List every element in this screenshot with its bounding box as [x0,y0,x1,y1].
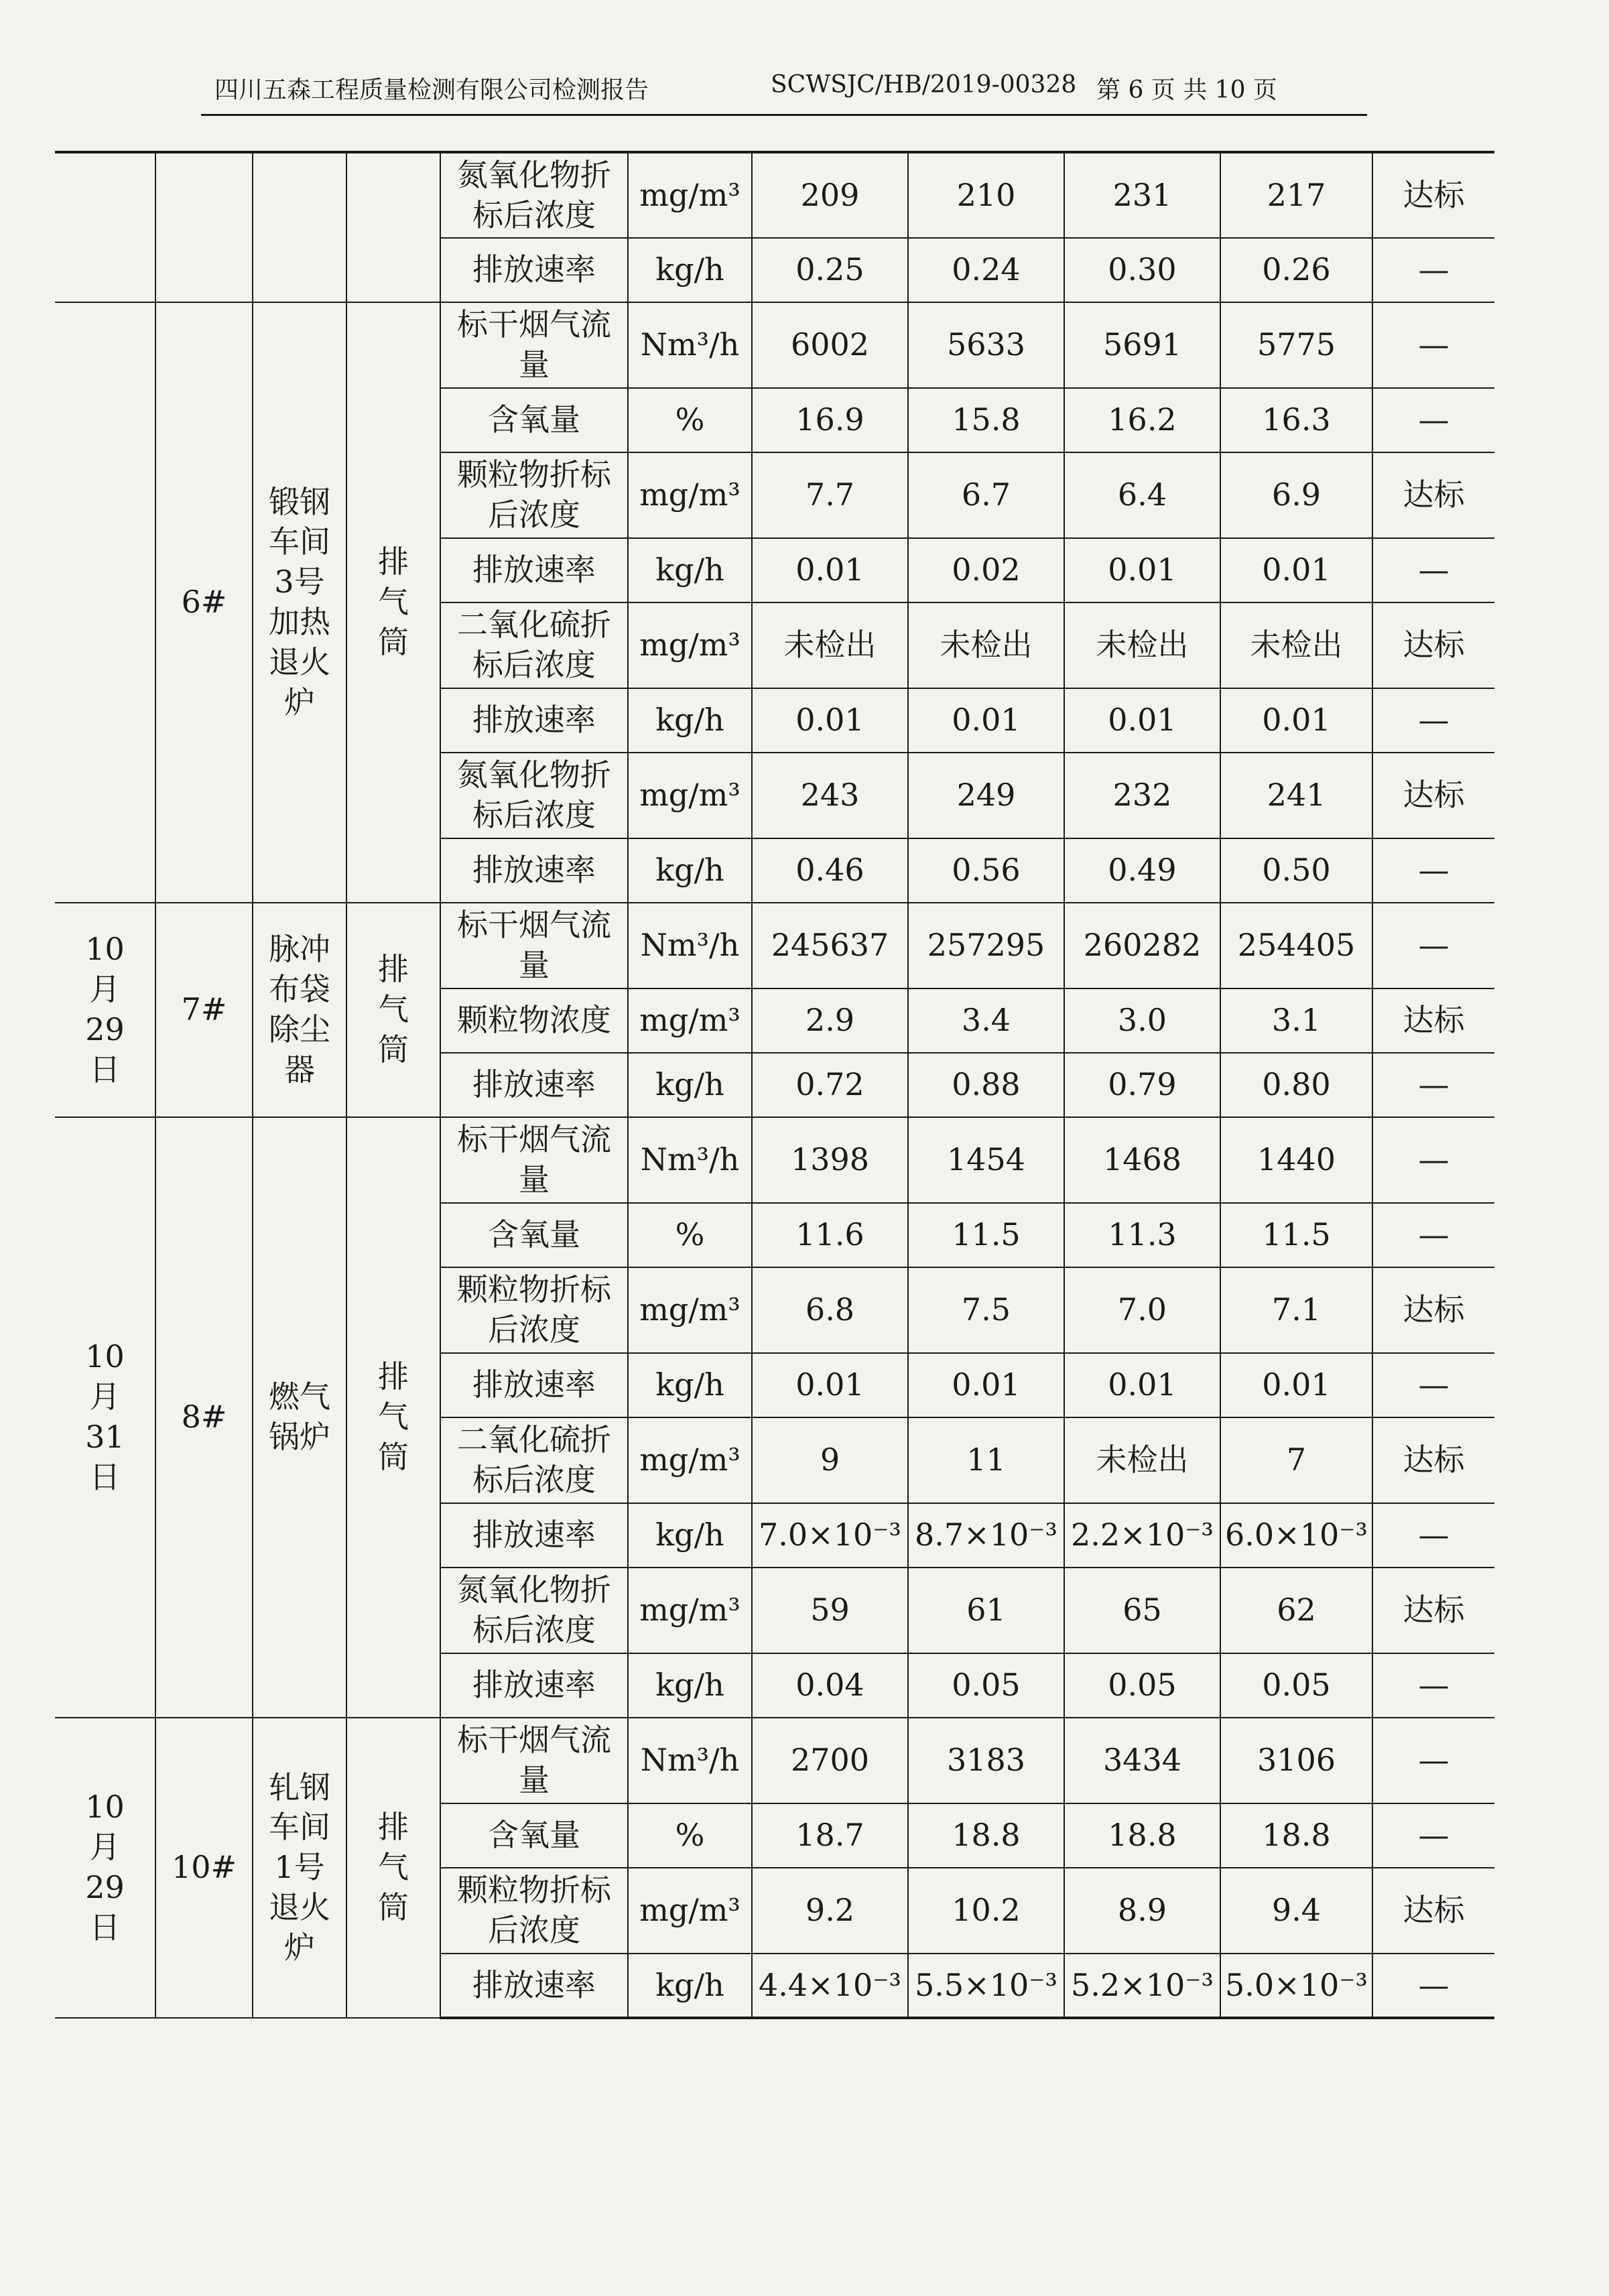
compliance-result-cell: — [1372,903,1494,988]
measured-value-cell: 0.01 [752,688,908,753]
unit-cell: Nm³/h [628,903,752,988]
measured-value-cell: 2700 [752,1718,908,1803]
measured-value-cell: 5.2×10⁻³ [1064,1954,1220,2018]
test-item-cell: 含氧量 [440,388,628,452]
sample-date-cell: 10 月 29 日 [55,903,155,1117]
average-value-cell: 7 [1220,1417,1372,1503]
measured-value-cell: 7.0×10⁻³ [752,1503,908,1568]
average-value-cell: 6.0×10⁻³ [1220,1503,1372,1568]
unit-cell: kg/h [628,688,752,753]
unit-cell: Nm³/h [628,1718,752,1803]
measured-value-cell: 0.24 [908,238,1064,302]
outlet-type-cell: 排气筒 [346,302,440,903]
measured-value-cell: 11.5 [908,1203,1064,1267]
measured-value-cell: 未检出 [908,602,1064,688]
unit-cell: mg/m³ [628,152,752,238]
unit-cell: kg/h [628,238,752,302]
test-item-cell: 二氧化硫折 标后浓度 [440,602,628,688]
measured-value-cell: 8.9 [1064,1868,1220,1954]
average-value-cell: 217 [1220,152,1372,238]
average-value-cell: 1440 [1220,1117,1372,1203]
source-name-cell [253,152,346,302]
average-value-cell: 0.01 [1220,1353,1372,1417]
measured-value-cell: 6.4 [1064,452,1220,538]
compliance-result-cell: — [1372,1053,1494,1117]
test-item-cell: 排放速率 [440,538,628,602]
measured-value-cell: 260282 [1064,903,1220,988]
compliance-result-cell: 达标 [1372,1267,1494,1353]
measured-value-cell: 5691 [1064,302,1220,388]
measured-value-cell: 0.72 [752,1053,908,1117]
test-item-cell: 排放速率 [440,238,628,302]
test-item-cell: 排放速率 [440,838,628,903]
measured-value-cell: 16.2 [1064,388,1220,452]
compliance-result-cell: — [1372,1954,1494,2018]
unit-cell: % [628,1203,752,1267]
source-name-cell: 脉冲布袋除尘器 [253,903,346,1117]
stack-number-cell: 7# [155,903,253,1117]
measured-value-cell: 3.4 [908,988,1064,1053]
measured-value-cell: 2.9 [752,988,908,1053]
unit-cell: mg/m³ [628,602,752,688]
measured-value-cell: 9.2 [752,1868,908,1954]
average-value-cell: 0.50 [1220,838,1372,903]
compliance-result-cell: 达标 [1372,753,1494,838]
compliance-result-cell: — [1372,538,1494,602]
compliance-result-cell: — [1372,838,1494,903]
measured-value-cell: 5633 [908,302,1064,388]
measured-value-cell: 6.8 [752,1267,908,1353]
stack-number-cell: 10# [155,1718,253,2018]
measured-value-cell: 0.02 [908,538,1064,602]
measured-value-cell: 6.7 [908,452,1064,538]
sample-date-cell [55,152,155,302]
compliance-result-cell: — [1372,688,1494,753]
test-item-cell: 排放速率 [440,1053,628,1117]
measured-value-cell: 1468 [1064,1117,1220,1203]
sample-date-cell [55,302,155,903]
unit-cell: mg/m³ [628,452,752,538]
measured-value-cell: 59 [752,1568,908,1653]
test-item-cell: 氮氧化物折 标后浓度 [440,1568,628,1653]
average-value-cell: 11.5 [1220,1203,1372,1267]
measured-value-cell: 3434 [1064,1718,1220,1803]
outlet-type-cell: 排气筒 [346,1718,440,2018]
compliance-result-cell: — [1372,388,1494,452]
average-value-cell: 未检出 [1220,602,1372,688]
page-indicator: 第 6 页 共 10 页 [1096,76,1277,104]
unit-cell: mg/m³ [628,1868,752,1954]
average-value-cell: 0.26 [1220,238,1372,302]
test-item-cell: 二氧化硫折 标后浓度 [440,1417,628,1503]
measured-value-cell: 未检出 [1064,602,1220,688]
average-value-cell: 16.3 [1220,388,1372,452]
unit-cell: kg/h [628,1653,752,1718]
measured-value-cell: 0.25 [752,238,908,302]
average-value-cell: 9.4 [1220,1868,1372,1954]
measured-value-cell: 7.0 [1064,1267,1220,1353]
measured-value-cell: 4.4×10⁻³ [752,1954,908,2018]
test-item-cell: 氮氧化物折 标后浓度 [440,152,628,238]
unit-cell: mg/m³ [628,1568,752,1653]
measured-value-cell: 18.7 [752,1803,908,1868]
test-item-cell: 标干烟气流 量 [440,1117,628,1203]
measured-value-cell: 0.01 [1064,688,1220,753]
compliance-result-cell: — [1372,1203,1494,1267]
stack-number-cell: 6# [155,302,253,903]
average-value-cell: 5775 [1220,302,1372,388]
test-item-cell: 排放速率 [440,1503,628,1568]
outlet-type-cell: 排气筒 [346,903,440,1117]
stack-number-cell: 8# [155,1117,253,1718]
sample-date-cell: 10 月 31 日 [55,1117,155,1718]
unit-cell: mg/m³ [628,988,752,1053]
measured-value-cell: 11.6 [752,1203,908,1267]
source-name-cell: 轧钢车间1号退火炉 [253,1718,346,2018]
measured-value-cell: 1398 [752,1117,908,1203]
test-item-cell: 排放速率 [440,1653,628,1718]
average-value-cell: 0.80 [1220,1053,1372,1117]
measured-value-cell: 1454 [908,1117,1064,1203]
header-rule [201,114,1367,116]
measured-value-cell: 0.01 [908,1353,1064,1417]
compliance-result-cell: — [1372,238,1494,302]
measured-value-cell: 257295 [908,903,1064,988]
measured-value-cell: 8.7×10⁻³ [908,1503,1064,1568]
outlet-type-cell: 排气筒 [346,1117,440,1718]
sample-date-cell: 10 月 29 日 [55,1718,155,2018]
measured-value-cell: 10.2 [908,1868,1064,1954]
unit-cell: kg/h [628,1353,752,1417]
measured-value-cell: 0.46 [752,838,908,903]
test-item-cell: 含氧量 [440,1803,628,1868]
stack-number-cell [155,152,253,302]
measured-value-cell: 6002 [752,302,908,388]
average-value-cell: 254405 [1220,903,1372,988]
company-report-title: 四川五森工程质量检测有限公司检测报告 [214,76,649,104]
measured-value-cell: 210 [908,152,1064,238]
measured-value-cell: 0.01 [1064,538,1220,602]
table-row [55,903,1494,988]
measured-value-cell: 7.7 [752,452,908,538]
measured-value-cell: 0.49 [1064,838,1220,903]
outlet-type-cell [346,152,440,302]
unit-cell: kg/h [628,1954,752,2018]
compliance-result-cell: — [1372,1653,1494,1718]
measured-value-cell: 11.3 [1064,1203,1220,1267]
compliance-result-cell: 达标 [1372,1417,1494,1503]
table-row [55,1117,1494,1203]
measured-value-cell: 5.5×10⁻³ [908,1954,1064,2018]
report-header [201,66,1367,113]
measured-value-cell: 0.88 [908,1053,1064,1117]
measured-value-cell: 16.9 [752,388,908,452]
source-name-cell: 锻钢车间3号加热退火炉 [253,302,346,903]
measured-value-cell: 未检出 [752,602,908,688]
test-item-cell: 标干烟气流 量 [440,302,628,388]
average-value-cell: 0.01 [1220,688,1372,753]
measured-value-cell: 249 [908,753,1064,838]
measured-value-cell: 61 [908,1568,1064,1653]
measured-value-cell: 18.8 [1064,1803,1220,1868]
measured-value-cell: 3183 [908,1718,1064,1803]
unit-cell: % [628,388,752,452]
compliance-result-cell: — [1372,1117,1494,1203]
compliance-result-cell: 达标 [1372,988,1494,1053]
unit-cell: % [628,1803,752,1868]
measured-value-cell: 7.5 [908,1267,1064,1353]
measured-value-cell: 11 [908,1417,1064,1503]
measured-value-cell: 0.05 [1064,1653,1220,1718]
average-value-cell: 7.1 [1220,1267,1372,1353]
average-value-cell: 241 [1220,753,1372,838]
test-item-cell: 标干烟气流 量 [440,1718,628,1803]
measured-value-cell: 231 [1064,152,1220,238]
unit-cell: mg/m³ [628,753,752,838]
test-item-cell: 含氧量 [440,1203,628,1267]
average-value-cell: 18.8 [1220,1803,1372,1868]
compliance-result-cell: 达标 [1372,1568,1494,1653]
average-value-cell: 3106 [1220,1718,1372,1803]
measured-value-cell: 0.01 [752,538,908,602]
measured-value-cell: 未检出 [1064,1417,1220,1503]
average-value-cell: 6.9 [1220,452,1372,538]
unit-cell: kg/h [628,538,752,602]
average-value-cell: 3.1 [1220,988,1372,1053]
test-item-cell: 颗粒物折标 后浓度 [440,1267,628,1353]
measured-value-cell: 0.56 [908,838,1064,903]
emission-results-table [55,151,1494,2019]
table-row [55,152,1494,238]
average-value-cell: 0.01 [1220,538,1372,602]
compliance-result-cell: — [1372,302,1494,388]
average-value-cell: 5.0×10⁻³ [1220,1954,1372,2018]
unit-cell: Nm³/h [628,1117,752,1203]
compliance-result-cell: — [1372,1503,1494,1568]
measured-value-cell: 245637 [752,903,908,988]
test-item-cell: 氮氧化物折 标后浓度 [440,753,628,838]
test-item-cell: 颗粒物折标 后浓度 [440,1868,628,1954]
compliance-result-cell: 达标 [1372,602,1494,688]
compliance-result-cell: 达标 [1372,452,1494,538]
unit-cell: mg/m³ [628,1267,752,1353]
test-item-cell: 排放速率 [440,688,628,753]
measured-value-cell: 232 [1064,753,1220,838]
compliance-result-cell: 达标 [1372,1868,1494,1954]
compliance-result-cell: — [1372,1803,1494,1868]
measured-value-cell: 9 [752,1417,908,1503]
average-value-cell: 0.05 [1220,1653,1372,1718]
measured-value-cell: 0.01 [1064,1353,1220,1417]
unit-cell: kg/h [628,1053,752,1117]
compliance-result-cell: 达标 [1372,152,1494,238]
compliance-result-cell: — [1372,1718,1494,1803]
measured-value-cell: 15.8 [908,388,1064,452]
measured-value-cell: 65 [1064,1568,1220,1653]
unit-cell: kg/h [628,1503,752,1568]
unit-cell: kg/h [628,838,752,903]
unit-cell: mg/m³ [628,1417,752,1503]
test-item-cell: 排放速率 [440,1954,628,2018]
measured-value-cell: 209 [752,152,908,238]
measured-value-cell: 0.79 [1064,1053,1220,1117]
test-item-cell: 颗粒物折标 后浓度 [440,452,628,538]
measured-value-cell: 0.01 [908,688,1064,753]
average-value-cell: 62 [1220,1568,1372,1653]
measured-value-cell: 18.8 [908,1803,1064,1868]
unit-cell: Nm³/h [628,302,752,388]
table-row [55,302,1494,388]
measured-value-cell: 243 [752,753,908,838]
test-item-cell: 标干烟气流 量 [440,903,628,988]
test-item-cell: 排放速率 [440,1353,628,1417]
measured-value-cell: 0.05 [908,1653,1064,1718]
report-number: SCWSJC/HB/2019-00328 [771,71,1077,99]
measured-value-cell: 0.04 [752,1653,908,1718]
measured-value-cell: 3.0 [1064,988,1220,1053]
measured-value-cell: 0.30 [1064,238,1220,302]
table-row [55,1718,1494,1803]
measured-value-cell: 2.2×10⁻³ [1064,1503,1220,1568]
measured-value-cell: 0.01 [752,1353,908,1417]
compliance-result-cell: — [1372,1353,1494,1417]
test-item-cell: 颗粒物浓度 [440,988,628,1053]
source-name-cell: 燃气锅炉 [253,1117,346,1718]
